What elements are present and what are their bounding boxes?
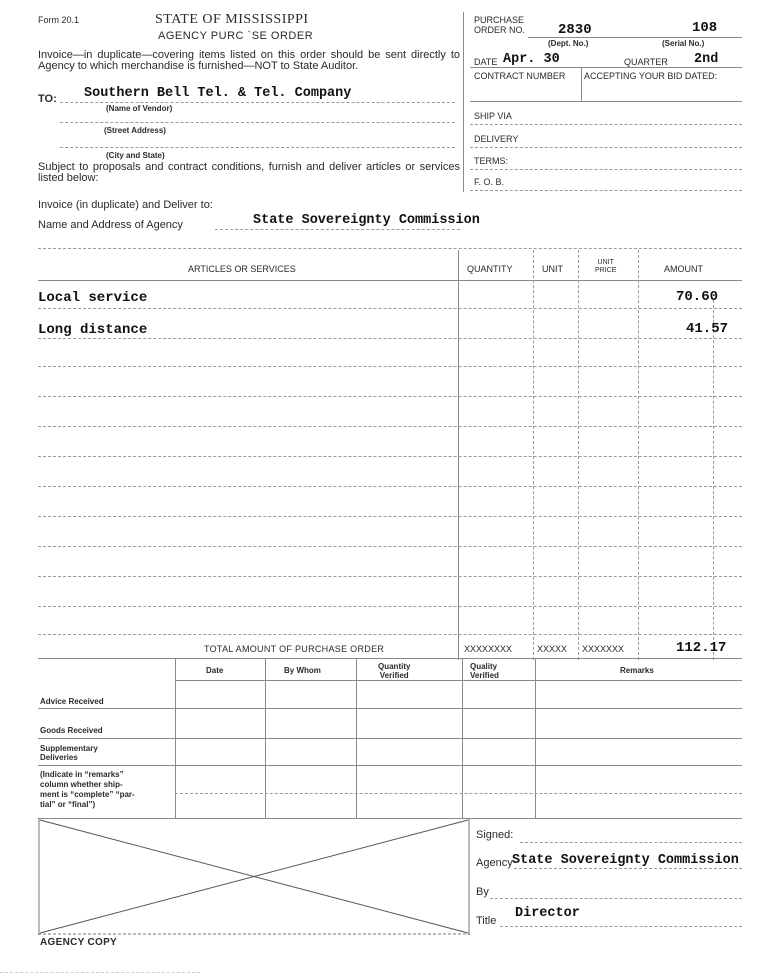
unit-header: UNIT [542,264,563,274]
serial-caption: (Serial No.) [662,39,705,48]
unit-price-header: UNIT PRICE [595,259,617,274]
form-title: AGENCY PURC `SE ORDER [158,30,314,42]
dept-caption: (Dept. No.) [548,39,589,48]
terms-label: TERMS: [474,156,509,166]
serial-number: 108 [692,20,718,36]
date-col-header: Date [206,666,224,675]
by-whom-col-header: By Whom [284,666,321,675]
item-article-2: Long distance [38,322,148,338]
vendor-name: Southern Bell Tel. & Tel. Company [84,86,352,101]
title-value: Director [515,906,580,921]
crossed-out-box [38,818,470,935]
form-number: Form 20.1 [38,15,80,25]
advice-received-label: Advice Received [40,697,104,706]
total-qty-x: XXXXXXXX [464,644,513,654]
title-label: Title [476,915,497,927]
vendor-caption: (Name of Vendor) [106,104,173,113]
item-amount-2: 41.57 [686,321,729,337]
bid-label: ACCEPTING YOUR BID DATED: [584,71,718,81]
date-value: Apr. 30 [503,52,560,67]
invoice-instructions: Invoice—in duplicate—covering items listed on this order should be sent directly to Agency to which merchandise is furnished—NOT to State Auditor. [38,49,460,72]
supplementary-deliveries-label: Supplementary Deliveries [40,744,98,762]
total-unit-x: XXXXX [537,644,568,654]
street-caption: (Street Address) [104,126,166,135]
po-label: PURCHASE ORDER NO. [474,15,526,35]
date-label: DATE [474,57,498,67]
to-label: TO: [38,93,57,105]
city-caption: (City and State) [106,151,165,160]
state-title: STATE OF MISSISSIPPI [155,12,309,27]
dept-number: 2830 [558,22,592,38]
remarks-header: Remarks [620,666,654,675]
total-price-x: XXXXXXX [582,644,625,654]
signature-agency-value: State Sovereignty Commission [512,853,739,868]
total-amount: 112.17 [676,640,727,656]
quarter-label: QUARTER [624,57,668,67]
signature-agency-label: Agency [476,857,513,869]
quality-verified-header: Quality Verified [470,662,499,680]
agency-label: Name and Address of Agency [38,219,183,231]
articles-header: ARTICLES OR SERVICES [188,264,296,274]
subject-text: Subject to proposals and contract conditions, furnish and deliver articles or services listed below: [38,161,460,184]
signed-label: Signed: [476,829,514,841]
quantity-verified-header: Quantity Verified [378,662,411,680]
ship-via-label: SHIP VIA [474,111,512,121]
total-label: TOTAL AMOUNT OF PURCHASE ORDER [204,644,385,654]
quantity-header: QUANTITY [467,264,513,274]
deliver-text: Invoice (in duplicate) and Deliver to: [38,199,213,211]
contract-label: CONTRACT NUMBER [474,71,566,81]
fob-label: F. O. B. [474,177,505,187]
quarter-value: 2nd [694,52,719,67]
item-article-1: Local service [38,290,148,306]
amount-header: AMOUNT [664,264,703,274]
delivery-label: DELIVERY [474,134,519,144]
by-label: By [476,886,489,898]
goods-received-label: Goods Received [40,726,103,735]
agency-name: State Sovereignty Commission [253,213,480,228]
agency-copy-label: AGENCY COPY [40,937,118,948]
remarks-instruction-note: (Indicate in “remarks” column whether ship- ment is “complete” “par- tial” or “final”) [40,770,135,809]
item-amount-1: 70.60 [676,289,719,305]
